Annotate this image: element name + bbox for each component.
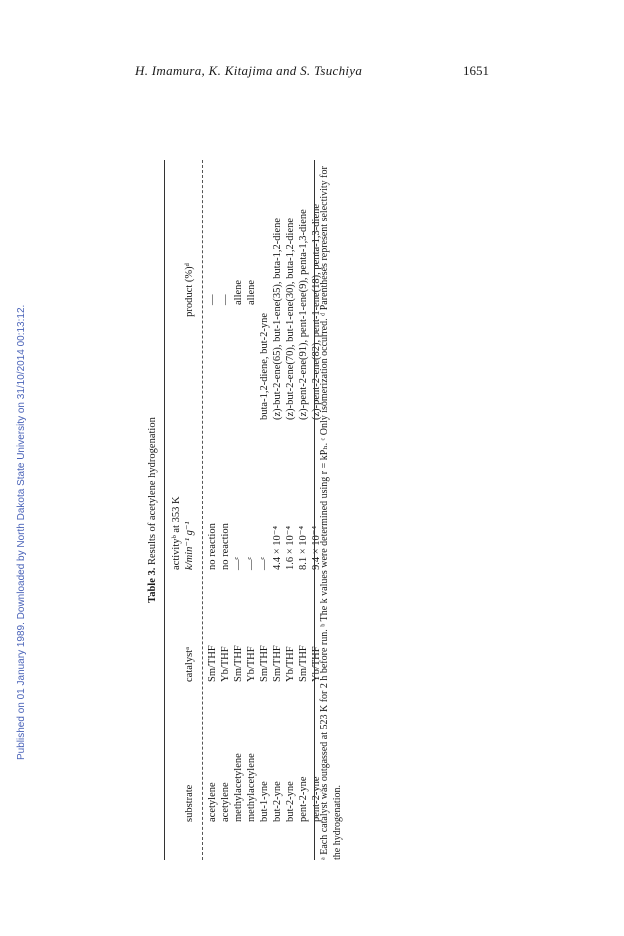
cell-activity: —ᶜ	[246, 556, 257, 570]
cell-product: —	[207, 294, 218, 305]
cell-activity: 4.4 × 10⁻⁴	[272, 526, 283, 570]
cell-activity: —ᶜ	[259, 556, 270, 570]
cell-product: (z)-but-2-ene(70), but-1-ene(30), buta-1,2-diene	[285, 217, 296, 420]
cell-catalyst: Yb/THF	[311, 646, 322, 682]
cell-product: buta-1,2-diene, but-2-yne	[259, 312, 270, 420]
cell-activity: 8.1 × 10⁻⁴	[298, 526, 309, 570]
cell-activity: no reaction	[220, 523, 231, 570]
table-bottom-rule	[314, 160, 315, 860]
table-row	[219, 160, 232, 860]
header-product: product (%)ᵈ	[184, 263, 195, 317]
table-top-rule	[164, 160, 165, 860]
cell-product: allene	[233, 279, 244, 305]
table-caption-label: Table 3.	[147, 567, 158, 603]
table-body	[206, 160, 323, 860]
table-header-rule	[202, 160, 203, 860]
cell-substrate: but-1-yne	[259, 781, 270, 822]
cell-catalyst: Yb/THF	[220, 646, 231, 682]
cell-product: allene	[246, 279, 257, 305]
table-caption	[146, 160, 159, 860]
cell-catalyst: Sm/THF	[207, 645, 218, 682]
cell-activity: —ᶜ	[233, 556, 244, 570]
cell-catalyst: Sm/THF	[272, 645, 283, 682]
cell-substrate: methylacetylene	[233, 753, 244, 822]
cell-substrate: but-2-yne	[285, 781, 296, 822]
cell-product: (z)-but-2-ene(65), but-1-ene(35), buta-1,2-diene	[272, 217, 283, 420]
table-row	[206, 160, 219, 860]
table-row	[258, 160, 271, 860]
cell-substrate: methylacetylene	[246, 753, 257, 822]
cell-catalyst: Sm/THF	[298, 645, 309, 682]
table-row	[284, 160, 297, 860]
cell-substrate: pent-2-yne	[311, 776, 322, 822]
page-number: 1651	[463, 63, 489, 78]
cell-catalyst: Yb/THF	[246, 646, 257, 682]
cell-activity: 1.6 × 10⁻⁴	[285, 526, 296, 570]
table-row	[232, 160, 245, 860]
cell-activity: no reaction	[207, 523, 218, 570]
header-activity: activityᵇ at 353 K k/min⁻¹ g⁻¹	[171, 496, 195, 570]
header-substrate: substrate	[184, 784, 195, 822]
cell-substrate: acetylene	[207, 782, 218, 822]
results-table	[146, 160, 366, 860]
table-footnotes: ᵃ Each catalyst was outgassed at 523 K for 2 h before run. ᵇ The k values were determined using r = kPₕ. ᶜ Only isomerization occurred. ᵈ Parentheses represent selectivity for the hydrogenation.	[319, 166, 343, 860]
table-caption-text: Results of acetylene hydrogenation	[147, 417, 158, 565]
cell-product: (z)-pent-2-ene(91), pent-1-ene(9), penta-1,3-diene	[298, 209, 309, 420]
cell-activity: 9.4 × 10⁻⁴	[311, 526, 322, 570]
cell-catalyst: Sm/THF	[259, 645, 270, 682]
running-head-authors: H. Imamura, K. Kitajima and S. Tsuchiya	[135, 63, 363, 78]
table-row	[245, 160, 258, 860]
table-row	[297, 160, 310, 860]
cell-product: (z)-pent-2-ene(82), pent-1-ene(18), penta-1,3-diene	[311, 203, 322, 420]
cell-product: —	[220, 294, 231, 305]
download-notice: Published on 01 January 1989. Downloaded by North Dakota State University on 31/10/2014 00:13:12.	[16, 304, 27, 760]
header-catalyst: catalystᵃ	[184, 647, 195, 682]
cell-substrate: acetylene	[220, 782, 231, 822]
table-row	[271, 160, 284, 860]
cell-catalyst: Yb/THF	[285, 646, 296, 682]
cell-catalyst: Sm/THF	[233, 645, 244, 682]
cell-substrate: but-2-yne	[272, 781, 283, 822]
cell-substrate: pent-2-yne	[298, 776, 309, 822]
